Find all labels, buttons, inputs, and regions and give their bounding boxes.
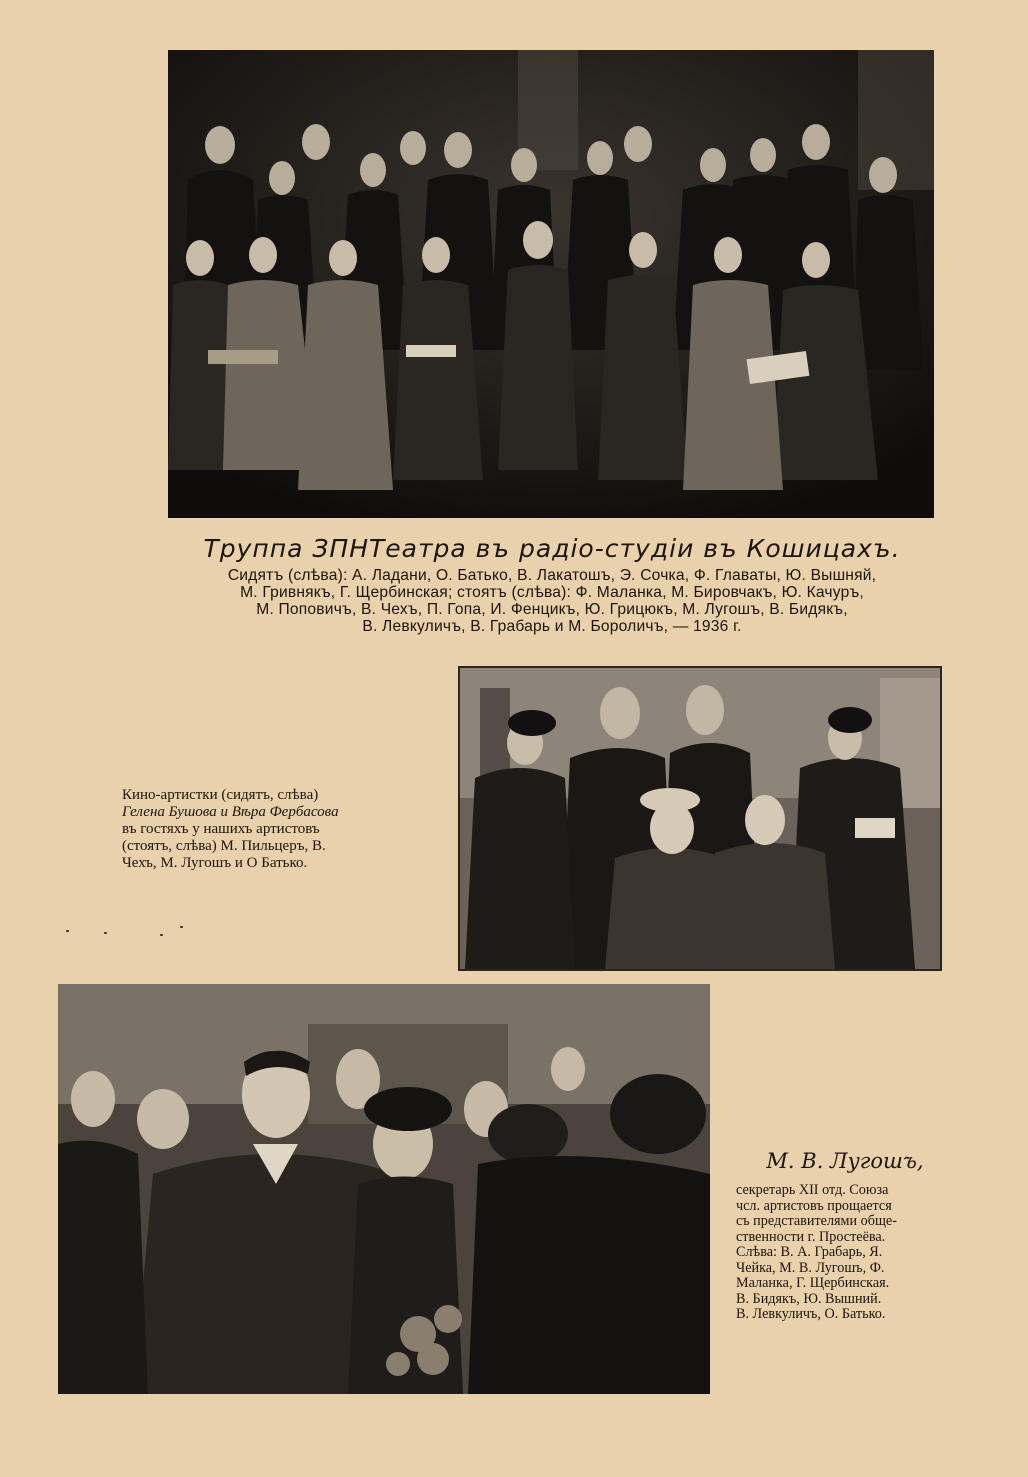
caption-line: Кино-артистки (сидятъ, слѣва): [122, 787, 319, 803]
caption-line: съ представителями обще-: [736, 1213, 897, 1229]
caption-line: В. Левкуличъ, О. Батько.: [736, 1306, 886, 1322]
caption-line: (стоятъ, слѣва) М. Пильцеръ, В.: [122, 838, 326, 854]
caption-line: Слѣва: В. А. Грабарь, Я.: [736, 1244, 883, 1260]
actresses-visit-photo: [458, 666, 942, 971]
caption-line-names: Гелена Бушова и Вѣра Фербасова: [122, 804, 339, 820]
top-photo-title: Труппа ЗПНТеатра въ радіо-студіи въ Кошицахъ.: [203, 534, 901, 563]
caption-line: Чехъ, М. Лугошъ и О Батько.: [122, 855, 308, 871]
caption-line: чсл. артистовъ прощается: [736, 1197, 892, 1214]
lugosh-farewell-photo: [58, 984, 710, 1394]
actresses-caption: [122, 787, 432, 872]
caption-line: М. Поповичъ, В. Чехъ, П. Гопа, И. Фенцикъ, Ю. Грицюкъ, М. Лугошъ, В. Бидякъ,: [256, 601, 848, 618]
caption-line: Сидятъ (слѣва): А. Ладани, О. Батько, В. Лакатошъ, Э. Сочка, Ф. Главаты, Ю. Вышняй,: [227, 567, 877, 584]
caption-line: В. Левкуличъ, В. Грабарь и М. Бороличъ, — 1936 г.: [362, 618, 742, 635]
troupe-group-photo: [168, 50, 934, 518]
caption-line: ственности г. Простеёва.: [736, 1228, 886, 1245]
caption-line: въ гостяхъ у нашихъ артистовъ: [122, 821, 320, 837]
caption-line: М. Гривнякъ, Г. Щербинская; стоятъ (слѣва): Ф. Маланка, М. Бировчакъ, Ю. Качуръ,: [240, 584, 864, 601]
lugosh-name-heading: М. В. Лугошъ,: [766, 1149, 924, 1173]
caption-line: секретарь XII отд. Союза: [736, 1182, 889, 1198]
top-photo-caption: [170, 567, 934, 635]
lugosh-caption: [736, 1183, 951, 1323]
caption-line: В. Бидякъ, Ю. Вышний.: [736, 1290, 882, 1307]
caption-line: Маланка, Г. Щербинская.: [736, 1275, 890, 1291]
caption-line: Чейка, М. В. Лугошъ, Ф.: [736, 1259, 885, 1276]
